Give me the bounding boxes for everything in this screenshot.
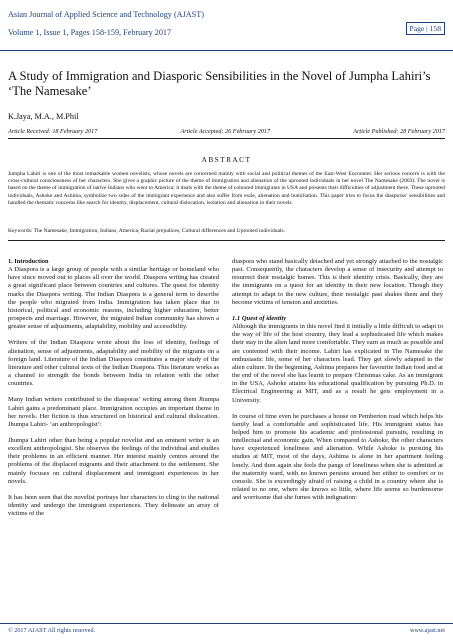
paragraph: In course of time even he purchases a house on Pemberton road which helps his family lead a comfortable and sophisticated life. His immigrant status has helped him to promote his academic and professional pursuits, resulting in intellectual and economic gain. When compared to Ashoke, the other characters have experienced loneliness and alienation. While Ashoke is pursuing his studies at MIT, most of the days, Ashima is alone in her apartment feeling lonely. And then again she feels the pangs of loneliness when she is admitted at the maternity ward, with no known persons around her either to comfort or to console. She is exceedingly afraid of raising a child in a country where she is related to no one, where she knows so little, where life seems so burdensome and worrisome that she fumes with indignation: [232,412,443,502]
journal-volume: Volume 1, Issue 1, Pages 158-159, February 2017 [8,28,172,37]
paragraph: diaspora who stand basically detached and yet strongly attached to the nostalgic past. Consequently, the characters develop a sense of insecurity and attempt to resurrect their nostalgic homes. This is their identity crisis. Basically, they are the immigrants on a quest for an identity in their new location. Though they attempt to adapt to the new culture, their nostalgic past shakes them and they become victims of tension and anxieties. [232,258,443,306]
footer-site-link[interactable]: www.ajast.net [410,627,445,634]
section-heading: 1. Introduction [8,258,49,265]
article-dates [8,128,445,135]
paragraph: Jhumpa Lahiri other than being a popular novelist and an eminent writer is an excellent anthropologist. She observes the feelings of the individual and studies their problems in an efficient manner. Her interest mainly centres around the problems of the displaced migrants and their attachment to the settlement. She mainly focuses on cultural displacement and immigrant experiences in her novels. [8,436,219,485]
footer-rule [0,623,453,624]
date-received: Article Received: 18 February 2017 [8,128,98,135]
footer-copyright: © 2017 AJAST All rights reserved. [8,627,96,634]
abstract-heading: ABSTRACT [201,155,252,164]
right-column [232,258,443,510]
header-rule [0,50,453,51]
date-published: Article Published: 28 February 2017 [353,128,445,135]
keywords: Keywords: The Namesake, Immigration, Indians, America, Racial prejudices, Cultural differences and Uprooted individuals. [8,228,286,234]
paragraph: Although the immigrants in this novel find it initially a little difficult to adapt to the way of life of the host country, they lead a sophisticated life which makes their stay in the alien land more comfortable. They earn as much as possible and are contented with their income. Lahiri has explicated in The Namesake the enthusiastic life, some of her characters lead. They get slowly adapted to the alien culture. In the beginning, Ashima prepares her favourite Indian food and at the end of the novel she has learnt to prepare Christmas cake. As an immigrant in the USA, Ashoke attains his educational qualification by pursuing Ph.D. in Electrical Engineering at MIT, and as a result he gets employment in a University. [232,323,443,404]
subsection-heading: 1.1 Quest of identity [232,314,287,322]
abstract-text: Jumpha Lahiri is one of the most remarkable women novelists, whose novels are concerned mainly with social and political themes of the East-West Encounter. Her serious concern is with the cross-cultural consciousness of her characters. She gives a graphic picture of the theme of immigration and alienation of the uprooted individuals in her novel The Namesake (2003). The novel is based on the theme of immigration of native Indians who went to America; it deals with the theme of coloured immigrants in USA and presents their difficulties of adjustment there. These uprooted individuals, Ashoke and Ashima, symbolize two sides of the immigrant experience and also suffer from exile, alienation and humiliation. This paper tries to focus the diasporas’ sensibilities and handled the thematic concerns like search for identity, displacement, cultural dislocation, isolation and alienation in their novels. [8,171,445,206]
journal-name: Asian Journal of Applied Science and Technology (AJAST) [8,10,204,19]
paragraph: Many Indian writers contributed to the diasporas’ writing among them Jhumpa Lahiri gains a predominant place. Immigration occupies an important theme in her novels. Her fiction is thus structured on historical and cultural dislocation. Jhumpa Lahiri- ‘an anthropologist’: [8,396,219,428]
dates-rule [8,138,445,139]
abstract-rule [8,240,445,241]
paragraph: It has been seen that the novelist portrays her characters to cling to the national identity and undergo the immigrant experiences. They delineate an array of victims of the [8,493,219,518]
date-accepted: Article Accepted: 26 February 2017 [180,128,271,135]
paragraph: Writers of the Indian Diaspora wrote about the loss of identity, feelings of alienation, sense of adjustments, adaptability and mobility of the migrants on a foreign land. Literature of the Indian Diaspora constitutes a major study of the literature and other cultural texts of the Indian Diaspora. This literature works as a channel to strength the bonds between India in relation with the other countries. [8,339,219,388]
author-name: K.Jaya, M.A., M.Phil [8,112,79,121]
page-number: Page | 158 [406,22,445,35]
paper-title: A Study of Immigration and Diasporic Sensibilities in the Novel of Jumpha Lahiri’s ‘The Namesake’ [8,69,431,98]
paragraph: A Diaspora is a large group of people with a similar heritage or homeland who have since moved out to places all over the world. Diaspora writing has created a great significant place between countries and cultures. The quest for identity marks the Diaspora writing. The Indian Diaspora is a general term to describe the people who migrated from India. Immigration has taken place due to historical, political and economic reasons, including higher education, better prospects and marriage. However, the migrated Indian community has shown a greater sense of adjustments, adaptability, mobility and accessibility. [8,266,219,331]
left-column [8,258,219,526]
journal-header [8,9,204,45]
